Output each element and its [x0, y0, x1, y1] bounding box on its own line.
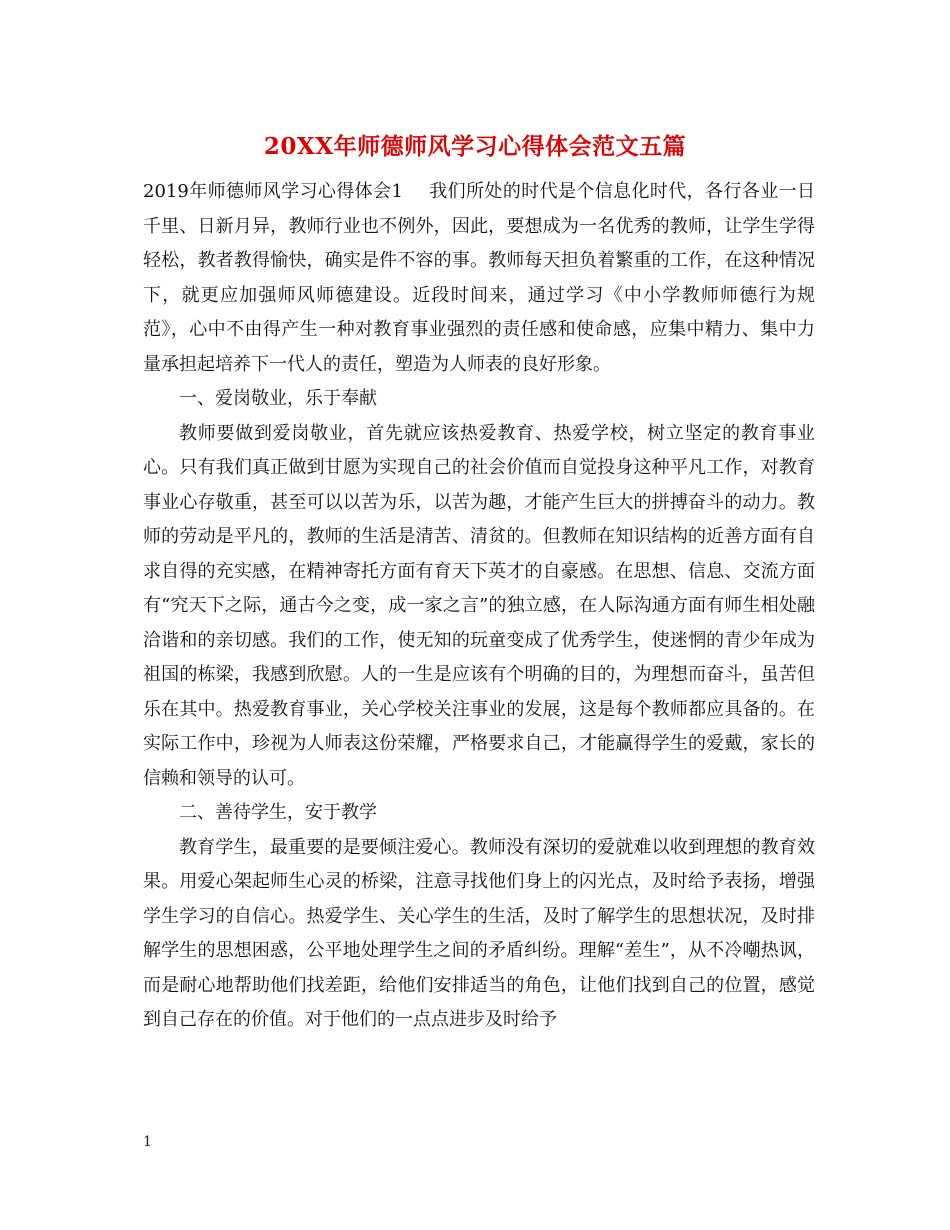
section-paragraph-2: 教育学生，最重要的是要倾注爱心。教师没有深切的爱就难以收到理想的教育效果。用爱心架起师生心灵的桥梁，注意寻找他们身上的闪光点，及时给予表扬，增强学生学习的自信心。热爱学生、关心学生的生活，及时了解学生的思想状况，及时排解学生的思想困惑，公平地处理学生之间的矛盾纠纷。理解“差生”，从不冷嘲热讽，而是耐心地帮助他们找差距，给他们安排适当的角色，让他们找到自己的位置，感觉到自己存在的价值。对于他们的一点点进步及时给予 [143, 836, 815, 1030]
document-title: 20XX年师德师风学习心得体会范文五篇 [263, 133, 687, 160]
intro-paragraph [143, 175, 815, 382]
section-heading-1: 一、爱岗敬业，乐于奉献 [179, 388, 377, 409]
section-paragraph-1: 教师要做到爱岗敬业，首先就应该热爱教育、热爱学校，树立坚定的教育事业心。只有我们真正做到甘愿为实现自己的社会价值而自觉投身这种平凡工作，对教育事业心存敬重，甚至可以以苦为乐，以苦为趣，才能产生巨大的拼搏奋斗的动力。教师的劳动是平凡的，教师的生活是清苦、清贫的。但教师在知识结构的近善方面有自求自得的充实感，在精神寄托方面有育天下英才的自豪感。在思想、信息、交流方面有“究天下之际，通古今之变，成一家之言”的独立感，在人际沟通方面有师生相处融洽谐和的亲切感。我们的工作，使无知的玩童变成了优秀学生，使迷惘的青少年成为祖国的栋梁，我感到欣慰。人的一生是应该有个明确的目的，为理想而奋斗，虽苦但乐在其中。热爱教育事业，关心学校关注事业的发展，这是每个教师都应具备的。在实际工作中，珍视为人师表这份荣耀，严格要求自己，才能赢得学生的爱戴，家长的信赖和领导的认可。 [143, 422, 815, 789]
intro-label: 2019年师德师风学习心得体会1 [143, 181, 403, 202]
section-heading-2: 二、善待学生，安于教学 [179, 802, 377, 823]
page-number: 1 [143, 1134, 152, 1150]
intro-text: 我们所处的时代是个信息化时代，各行各业一日千里、日新月异，教师行业也不例外，因此，要想成为一名优秀的教师，让学生学得轻松，教者教得愉快，确实是件不容的事。教师每天担负着繁重的工作，在这种情况下，就更应加强师风师德建设。近段时间来，通过学习《中小学教师师德行为规范》，心中不由得产生一种对教育事业强烈的责任感和使命感，应集中精力、集中力量承担起培养下一代人的责任，塑造为人师表的良好形象。 [143, 181, 815, 375]
document-body [143, 175, 815, 1038]
